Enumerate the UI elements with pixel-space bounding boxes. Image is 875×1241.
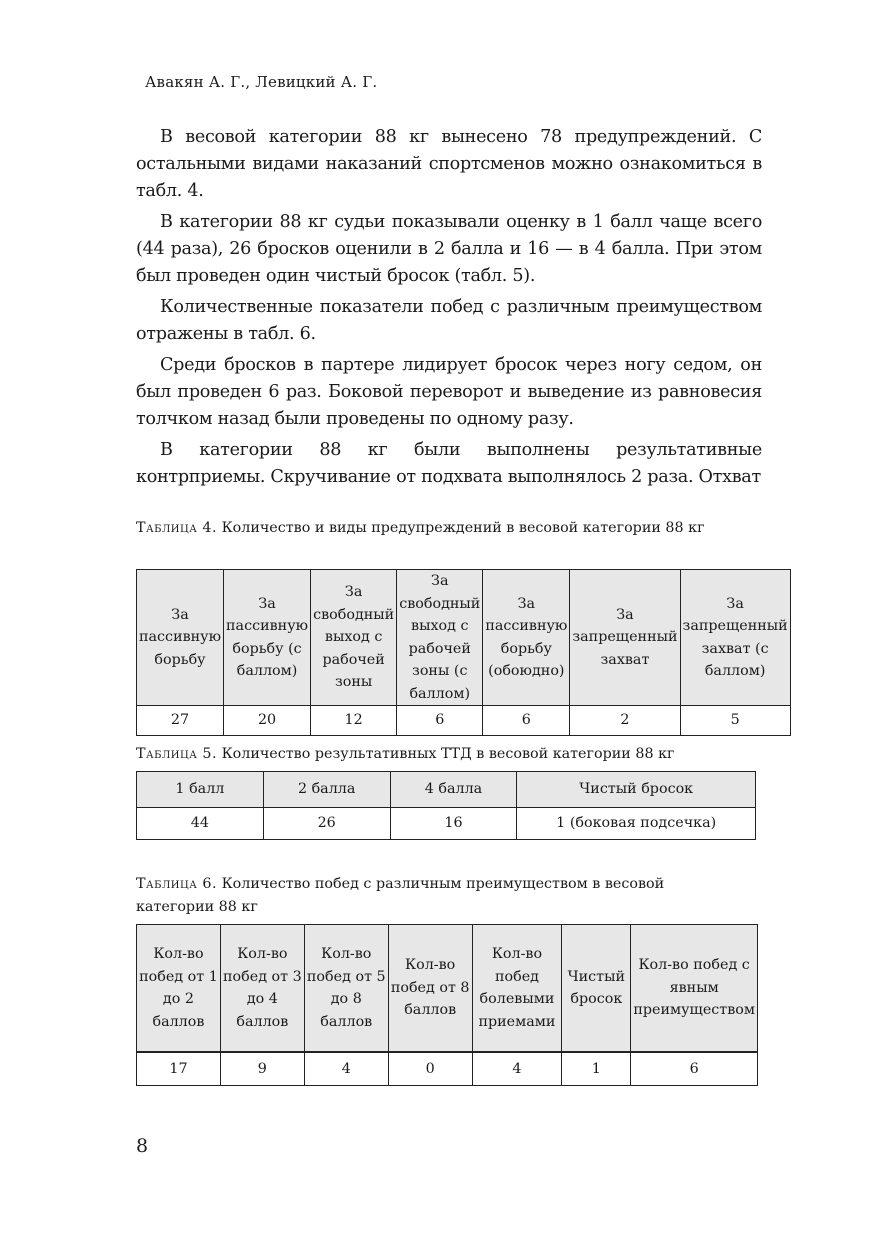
table-5-caption bbox=[136, 743, 756, 766]
table-4-label: Таблица 4. bbox=[136, 520, 218, 536]
table-header-row bbox=[137, 772, 756, 808]
table-row bbox=[137, 1052, 758, 1086]
table-header-cell: Чистый бросок bbox=[517, 772, 756, 808]
page-number: 8 bbox=[136, 1135, 149, 1157]
table-header-cell: Кол-во побед болевыми приемами bbox=[472, 925, 562, 1053]
paragraph: Количественные показатели побед с различным преимуществом отражены в табл. 6. bbox=[136, 297, 762, 344]
table-header-cell: Кол-во побед от 8 баллов bbox=[388, 925, 472, 1053]
table-header-cell: 2 балла bbox=[263, 772, 390, 808]
table-cell: 6 bbox=[631, 1052, 758, 1086]
table-header-cell: Кол-во побед от 3 до 4 баллов bbox=[220, 925, 304, 1053]
table-header-cell: Кол-во побед от 1 до 2 баллов bbox=[137, 925, 221, 1053]
table-6 bbox=[136, 924, 758, 1086]
table-cell: 20 bbox=[224, 706, 311, 736]
table-cell: 12 bbox=[311, 706, 397, 736]
table-cell: 0 bbox=[388, 1052, 472, 1086]
table-cell: 1 (боковая подсечка) bbox=[517, 808, 756, 840]
table-header-row bbox=[137, 925, 758, 1053]
paragraph: В категории 88 кг были выполнены результативные контрприемы. Скручивание от подхвата выполнялось 2 раза. Отхват bbox=[136, 440, 762, 487]
table-cell: 4 bbox=[472, 1052, 562, 1086]
table-6-label: Таблица 6. bbox=[136, 876, 218, 892]
table-cell: 44 bbox=[137, 808, 264, 840]
table-header-cell: Чистый бросок bbox=[562, 925, 631, 1053]
table-row bbox=[137, 706, 791, 736]
table-cell: 6 bbox=[483, 706, 570, 736]
table-5-caption-text: Количество результативных ТТД в весовой категории 88 кг bbox=[221, 746, 675, 762]
table-header-row bbox=[137, 570, 791, 706]
running-header: Авакян А. Г., Левицкий А. Г. bbox=[145, 73, 378, 91]
table-cell: 16 bbox=[390, 808, 517, 840]
table-header-cell: За свободный выход с рабочей зоны (с баллом) bbox=[397, 570, 483, 706]
table-6-caption-text: Количество побед с различным преимуществом в весовой категории 88 кг bbox=[136, 876, 665, 915]
table-5-label: Таблица 5. bbox=[136, 746, 218, 762]
table-header-cell: За пассивную борьбу (с баллом) bbox=[224, 570, 311, 706]
table-cell: 6 bbox=[397, 706, 483, 736]
table-row bbox=[137, 808, 756, 840]
table-header-cell: Кол-во побед с явным преимуществом bbox=[631, 925, 758, 1053]
table-header-cell: 4 балла bbox=[390, 772, 517, 808]
body-text bbox=[136, 124, 762, 495]
table-header-cell: Кол-во побед от 5 до 8 баллов bbox=[304, 925, 388, 1053]
table-header-cell: 1 балл bbox=[137, 772, 264, 808]
table-header-cell: За запрещенный захват bbox=[570, 570, 680, 706]
table-header-cell: За пассивную борьбу bbox=[137, 570, 224, 706]
table-5 bbox=[136, 771, 756, 840]
table-cell: 9 bbox=[220, 1052, 304, 1086]
paragraph: В категории 88 кг судьи показывали оценку в 1 балл чаще всего (44 раза), 26 бросков оценили в 2 балла и 16 — в 4 балла. При этом был проведен один чистый бросок (табл. 5). bbox=[136, 212, 762, 286]
table-cell: 5 bbox=[680, 706, 790, 736]
table-cell: 2 bbox=[570, 706, 680, 736]
table-4-caption bbox=[136, 517, 736, 540]
paragraph: Среди бросков в партере лидирует бросок через ногу седом, он был проведен 6 раз. Боковой переворот и выведение из равновесия толчком назад были проведены по одному разу. bbox=[136, 355, 762, 429]
table-4-caption-text: Количество и виды предупреждений в весовой категории 88 кг bbox=[221, 520, 705, 536]
table-cell: 1 bbox=[562, 1052, 631, 1086]
table-header-cell: За пассивную борьбу (обоюдно) bbox=[483, 570, 570, 706]
table-cell: 27 bbox=[137, 706, 224, 736]
paragraph: В весовой категории 88 кг вынесено 78 предупреждений. С остальными видами наказаний спортсменов можно ознакомиться в табл. 4. bbox=[136, 127, 762, 201]
table-cell: 26 bbox=[263, 808, 390, 840]
table-header-cell: За свободный выход с рабочей зоны bbox=[311, 570, 397, 706]
table-6-caption bbox=[136, 873, 736, 919]
table-cell: 4 bbox=[304, 1052, 388, 1086]
table-cell: 17 bbox=[137, 1052, 221, 1086]
table-header-cell: За запрещенный захват (с баллом) bbox=[680, 570, 790, 706]
table-4 bbox=[136, 569, 791, 736]
